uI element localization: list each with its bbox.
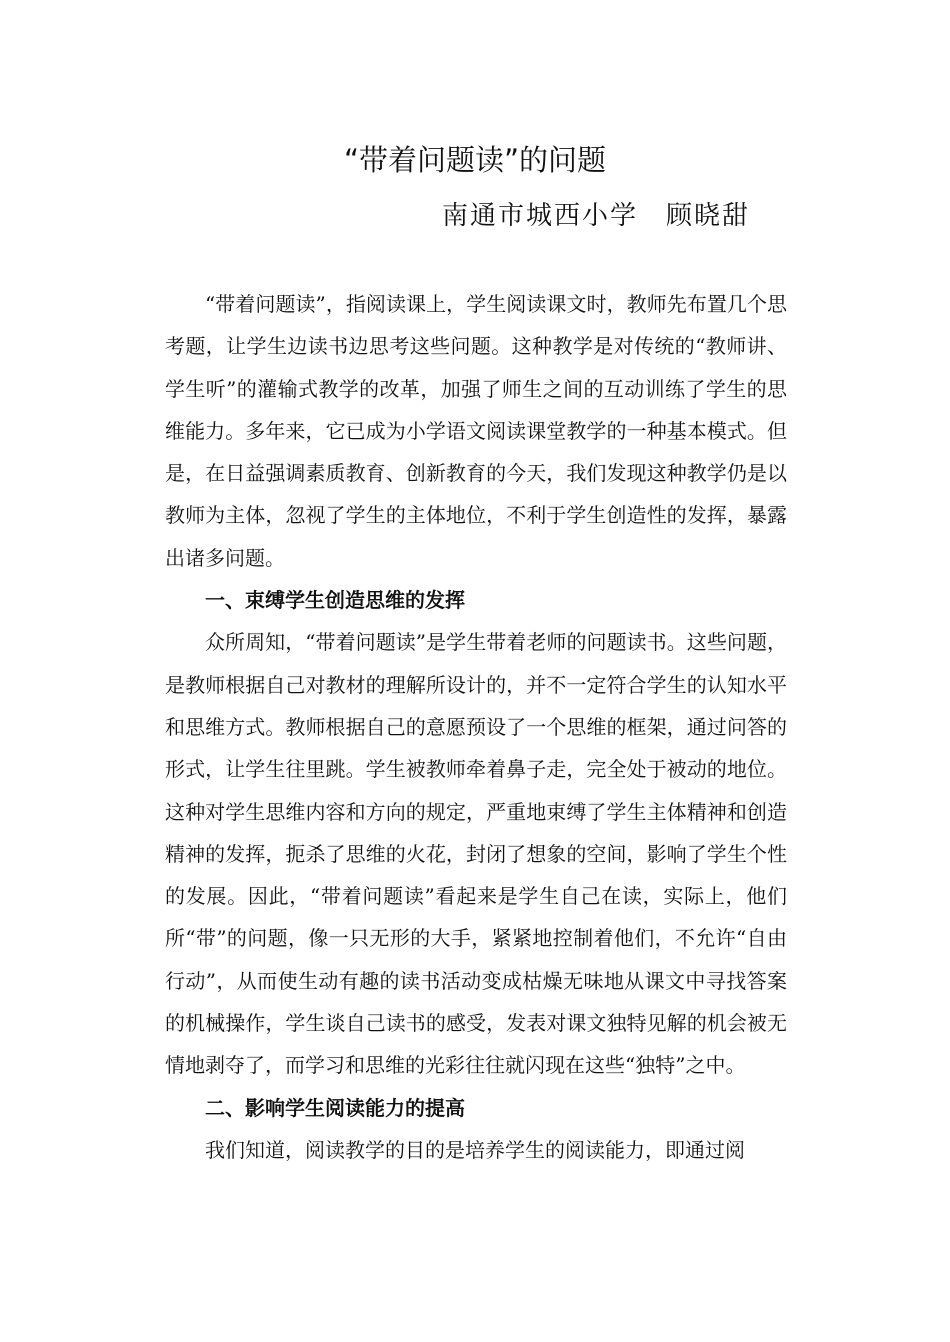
section-heading-1: 一、束缚学生创造思维的发挥 xyxy=(205,588,465,613)
section-heading-2: 二、影响学生阅读能力的提高 xyxy=(205,1095,465,1120)
section-1-paragraph: 众所周知，“带着问题读”是学生带着老师的问题读书。这些问题，是教师根据自己对教材的理解所设计的，并不一定符合学生的认知水平和思维方式。教师根据自己的意愿预设了一个思维的框架，通过问答的形式，让学生往里跳。学生被教师牵着鼻子走，完全处于被动的地位。这种对学生思维内容和方向的规定，严重地束缚了学生主体精神和创造精神的发挥，扼杀了思维的火花，封闭了想象的空间，影响了学生个性的发展。因此，“带着问题读”看起来是学生自己在读，实际上，他们所“带”的问题，像一只无形的大手，紧紧地控制着他们，不允许“自由行动”，从而使生动有趣的读书活动变成枯燥无味地从课文中寻找答案的机械操作，学生谈自己读书的感受，发表对课文独特见解的机会被无情地剥夺了，而学习和思维的光彩往往就闪现在这些“独特”之中。 xyxy=(165,630,787,1078)
author-school: 南通市城西小学 xyxy=(441,201,638,231)
document-body xyxy=(165,283,787,1171)
intro-paragraph: “带着问题读”，指阅读课上，学生阅读课文时，教师先布置几个思考题，让学生边读书边思考这些问题。这种教学是对传统的“教师讲、学生听”的灌输式教学的改革，加强了师生之间的互动训练了学生的思维能力。多年来，它已成为小学语文阅读课堂教学的一种基本模式。但是，在日益强调素质教育、创新教育的今天，我们发现这种教学仍是以教师为主体，忽视了学生的主体地位，不利于学生创造性的发挥，暴露出诸多问题。 xyxy=(165,292,787,570)
author-name: 顾晓甜 xyxy=(665,201,750,231)
document-title: “带着问题读”的问题 xyxy=(343,143,607,177)
section-2-paragraph: 我们知道，阅读教学的目的是培养学生的阅读能力，即通过阅 xyxy=(205,1137,745,1162)
author-line xyxy=(0,196,750,236)
